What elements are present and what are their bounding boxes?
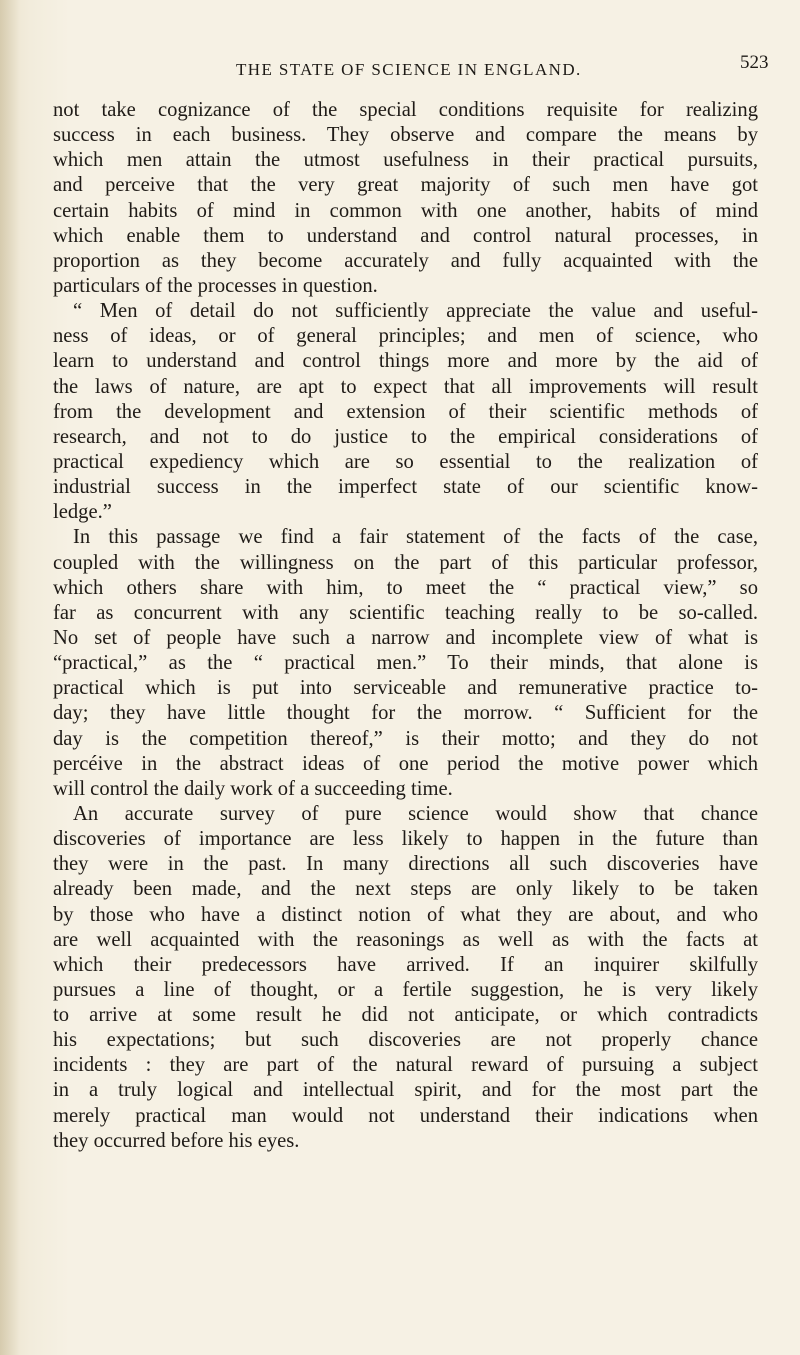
text-line: No set of people have such a narrow and incomplete view of what is (53, 626, 758, 649)
text-line: incidents : they are part of the natural reward of pursuing a subject (53, 1054, 758, 1077)
text-line: success in each business. They observe and compare the means by (53, 124, 758, 147)
text-line: already been made, and the next steps are only likely to be taken (53, 878, 758, 901)
text-line: certain habits of mind in common with one another, habits of mind (53, 199, 758, 222)
spine-shadow (0, 0, 20, 1355)
running-title: THE STATE OF SCIENCE IN ENGLAND. (236, 60, 582, 79)
text-line: learn to understand and control things more and more by the aid of (53, 350, 758, 373)
text-line: “practical,” as the “ practical men.” To their minds, that alone is (53, 652, 758, 675)
text-line: not take cognizance of the special conditions requisite for realizing (53, 99, 758, 121)
text-line: particulars of the processes in question. (53, 274, 378, 297)
text-line: An accurate survey of pure science would show that chance (73, 802, 758, 825)
text-line: they were in the past. In many directions all such discoveries have (53, 853, 758, 876)
text-line: which their predecessors have arrived. If an inquirer skilfully (53, 953, 758, 976)
text-line: the laws of nature, are apt to expect that all improvements will result (53, 375, 758, 398)
text-line: pursues a line of thought, or a fertile suggestion, he is very likely (53, 978, 758, 1001)
text-line: practical which is put into serviceable and remunerative practice to- (53, 677, 758, 700)
text-line: and perceive that the very great majority of such men have got (53, 174, 758, 197)
text-line: to arrive at some result he did not anticipate, or which contradicts (53, 1004, 758, 1027)
page-number: 523 (740, 52, 769, 73)
text-line: from the development and extension of their scientific methods of (53, 400, 758, 423)
text-line: will control the daily work of a succeeding time. (53, 777, 453, 800)
text-line: ness of ideas, or of general principles; and men of science, who (53, 325, 758, 348)
text-line: which enable them to understand and control natural processes, in (53, 224, 758, 247)
text-line: practical expediency which are so essential to the realization of (53, 450, 758, 473)
text-line: are well acquainted with the reasonings as well as with the facts at (53, 928, 758, 951)
text-line: in a truly logical and intellectual spirit, and for the most part the (53, 1079, 758, 1102)
text-line: which others share with him, to meet the “ practical view,” so (53, 576, 758, 599)
text-line: industrial success in the imperfect state of our scientific know- (53, 476, 758, 499)
text-line: by those who have a distinct notion of what they are about, and who (53, 903, 758, 926)
text-line: In this passage we find a fair statement of the facts of the case, (73, 526, 758, 549)
text-line: day is the competition thereof,” is their motto; and they do not (53, 727, 758, 750)
text-line: discoveries of importance are less likely to happen in the future than (53, 828, 758, 851)
text-line: research, and not to do justice to the empirical considerations of (53, 425, 758, 448)
text-line: percéive in the abstract ideas of one period the motive power which (53, 752, 758, 775)
text-line: far as concurrent with any scientific teaching really to be so-called. (53, 601, 758, 624)
text-line: his expectations; but such discoveries are not properly chance (53, 1029, 758, 1052)
text-line: they occurred before his eyes. (53, 1129, 300, 1152)
text-line: proportion as they become accurately and fully acquainted with the (53, 249, 758, 272)
text-line: ledge.” (53, 501, 112, 524)
body-text (53, 98, 758, 1154)
text-line: merely practical man would not understand their indications when (53, 1104, 758, 1127)
text-line: coupled with the willingness on the part of this particular professor, (53, 551, 758, 574)
text-line: “ Men of detail do not sufficiently appreciate the value and useful- (73, 300, 758, 323)
text-line: day; they have little thought for the morrow. “ Sufficient for the (53, 702, 758, 725)
text-line: which men attain the utmost usefulness in their practical pursuits, (53, 149, 758, 172)
